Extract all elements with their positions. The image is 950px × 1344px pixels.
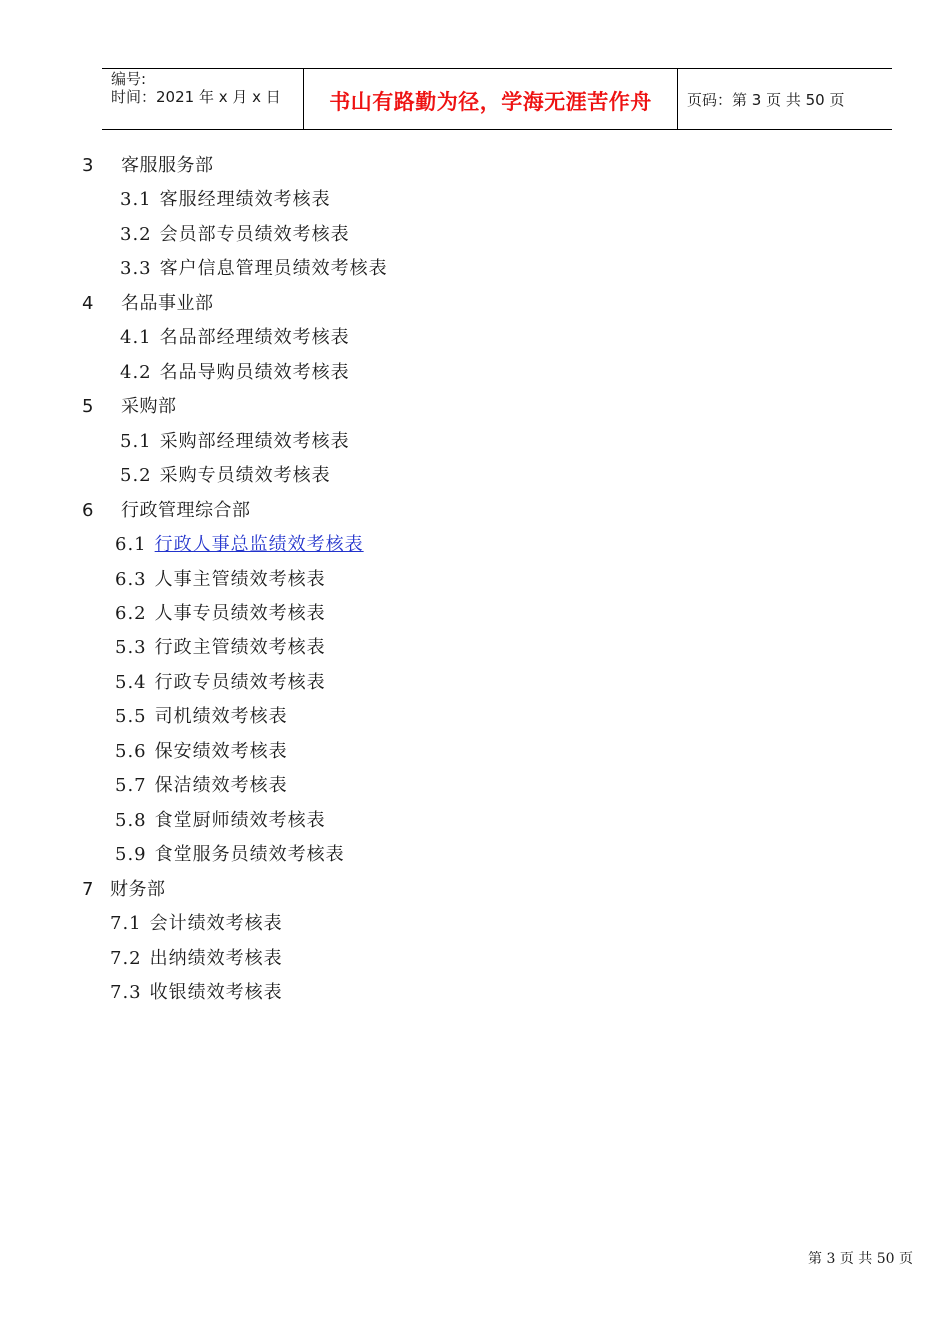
toc-item-5-7 (115, 775, 288, 797)
page-footer-number: 第 3 页 共 50 页 (808, 1251, 913, 1267)
toc-item-number: 6.3 (115, 569, 147, 590)
toc-item-6-2 (115, 603, 326, 625)
toc-item-number: 5.6 (115, 741, 147, 762)
toc-item-5-6 (115, 741, 288, 763)
toc-item-7-1 (110, 913, 283, 935)
toc-item-title: 采购部经理绩效考核表 (159, 431, 350, 452)
toc-section-title: 行政管理综合部 (121, 500, 251, 521)
toc-item-3-3 (120, 258, 388, 280)
page-header (102, 68, 892, 130)
toc-item-title: 人事主管绩效考核表 (154, 569, 326, 590)
toc-item-number: 3.1 (120, 189, 152, 210)
toc-item-number: 7.3 (110, 982, 142, 1003)
toc-item-3-1 (120, 189, 331, 211)
toc-item-number: 7.1 (110, 913, 142, 934)
header-motto: 书山有路勤为径，学海无涯苦作舟 (329, 90, 652, 114)
toc-section-number: 4 (82, 293, 94, 314)
toc-item-number: 5.2 (120, 465, 152, 486)
toc-item-5-2 (120, 465, 331, 487)
toc-item-6-3 (115, 569, 326, 591)
toc-item-title: 行政专员绩效考核表 (154, 672, 326, 693)
header-motto-cell (304, 69, 678, 129)
toc-section-number: 6 (82, 500, 94, 521)
toc-item-7-3 (110, 982, 283, 1004)
toc-item-title: 食堂服务员绩效考核表 (154, 844, 345, 865)
header-page-number: 页码：第 3 页 共 50 页 (687, 91, 845, 109)
toc-section-title: 采购部 (121, 396, 177, 417)
toc-item-number: 5.3 (115, 637, 147, 658)
toc-item-number: 6.2 (115, 603, 147, 624)
toc-section-number: 7 (82, 879, 94, 900)
toc-item-3-2 (120, 224, 350, 246)
toc-item-number: 5.8 (115, 810, 147, 831)
toc-item-number: 5.7 (115, 775, 147, 796)
toc-item-7-2 (110, 948, 283, 970)
toc-item-number: 7.2 (110, 948, 142, 969)
toc-item-5-4 (115, 672, 326, 694)
toc-item-title: 保洁绩效考核表 (154, 775, 288, 796)
toc-item-number: 4.1 (120, 327, 152, 348)
toc-item-5-5 (115, 706, 288, 728)
toc-item-number: 4.2 (120, 362, 152, 383)
toc-item-link[interactable]: 行政人事总监绩效考核表 (154, 534, 364, 555)
toc-section-number: 5 (82, 396, 94, 417)
toc-item-title: 行政主管绩效考核表 (154, 637, 326, 658)
toc-item-5-9 (115, 844, 345, 866)
toc-item-title: 会员部专员绩效考核表 (159, 224, 350, 245)
header-meta-cell (102, 69, 304, 129)
toc-item-title: 收银绩效考核表 (149, 982, 283, 1003)
toc-item-number: 5.9 (115, 844, 147, 865)
toc-item-title: 名品导购员绩效考核表 (159, 362, 350, 383)
toc-item-title: 司机绩效考核表 (154, 706, 288, 727)
toc-section-title: 财务部 (110, 879, 166, 900)
toc-section-title: 客服服务部 (121, 155, 214, 176)
toc-item-title: 出纳绩效考核表 (149, 948, 283, 969)
toc-item-title: 客服经理绩效考核表 (159, 189, 331, 210)
toc-item-title: 客户信息管理员绩效考核表 (159, 258, 388, 279)
toc-item-number: 5.1 (120, 431, 152, 452)
toc-item-number: 3.2 (120, 224, 152, 245)
toc-item-number: 6.1 (115, 534, 147, 555)
toc-section-number: 3 (82, 155, 94, 176)
toc-item-4-2 (120, 362, 350, 384)
toc-item-6-1[interactable] (115, 534, 364, 556)
toc-item-title: 会计绩效考核表 (149, 913, 283, 934)
toc-item-5-1 (120, 431, 350, 453)
toc-item-title: 名品部经理绩效考核表 (159, 327, 350, 348)
toc-item-number: 5.4 (115, 672, 147, 693)
toc-item-5-8 (115, 810, 326, 832)
toc-item-5-3 (115, 637, 326, 659)
toc-item-title: 食堂厨师绩效考核表 (154, 810, 326, 831)
document-number-label: 编号: (111, 70, 147, 88)
toc-item-title: 人事专员绩效考核表 (154, 603, 326, 624)
toc-item-4-1 (120, 327, 350, 349)
header-page-cell (678, 69, 892, 129)
toc-item-title: 保安绩效考核表 (154, 741, 288, 762)
toc-item-title: 采购专员绩效考核表 (159, 465, 331, 486)
toc-section-title: 名品事业部 (121, 293, 214, 314)
toc-item-number: 5.5 (115, 706, 147, 727)
document-date-label: 时间：2021 年 x 月 x 日 (111, 88, 281, 106)
toc-item-number: 3.3 (120, 258, 152, 279)
